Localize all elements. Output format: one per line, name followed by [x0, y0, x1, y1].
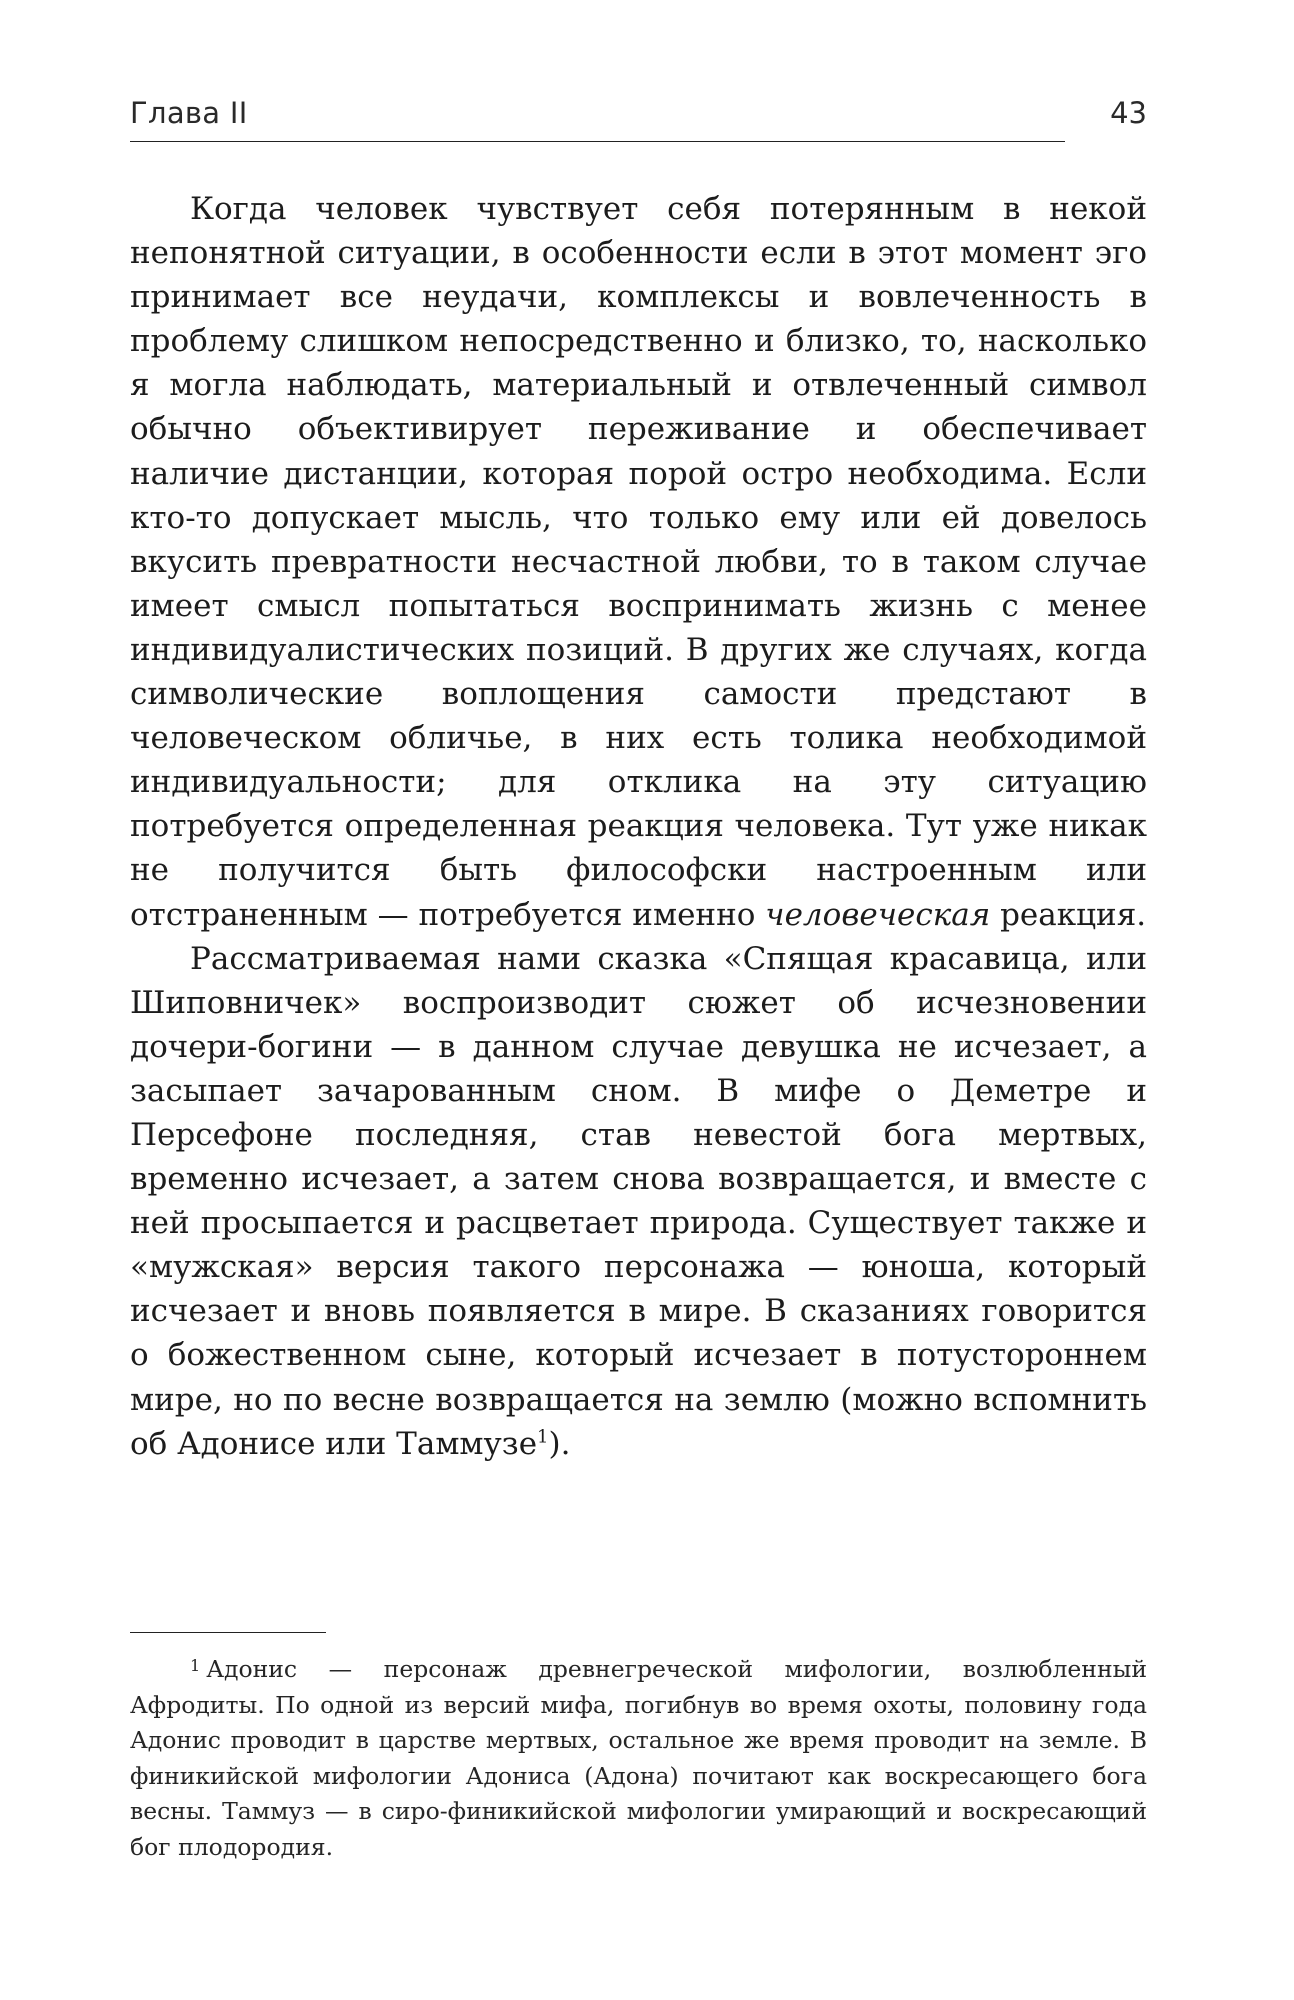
paragraph-1-end: реакция. — [990, 896, 1147, 933]
paragraph-1-text: Когда человек чувствует себя потерянным в некой непонятной ситуации, в особенности если в этот момент эго принимает все неудачи, комплексы и вовлеченность в проблему слишком непосредственно и близко, то, насколько я могла наблюдать, материальный и отвлеченный символ обычно объективирует переживание и обеспечивает наличие дистанции, которая порой остро необходима. Если кто-то допускает мысль, что только ему или ей довелось вкусить превратности несчастной любви, то в таком случае имеет смысл попытаться воспринимать жизнь с менее индивидуалистических позиций. В других же случаях, когда символические воплощения самости предстают в человеческом обличье, в них есть толика необходимой индивидуальности; для отклика на эту ситуацию потребуется определенная реакция человека. Тут уже никак не получится быть философски настроенным или отстраненным — потребуется именно — [130, 191, 1147, 933]
paragraph-1 — [130, 187, 1147, 937]
header-divider — [130, 141, 1065, 142]
footnote-mark: 1 — [190, 1656, 201, 1675]
page-number: 43 — [1110, 96, 1147, 130]
footnote-divider — [130, 1632, 326, 1633]
running-header — [130, 96, 1147, 136]
footnote — [130, 1652, 1147, 1865]
footnote-paragraph — [130, 1652, 1147, 1865]
main-text — [130, 187, 1147, 1466]
paragraph-2-text: Рассматриваемая нами сказка «Спящая красавица, или Шиповничек» воспроизводит сюжет об исчезновении дочери-богини — в данном случае девушка не исчезает, а засыпает зачарованным сном. В мифе о Деметре и Персефоне последняя, став невестой бога мертвых, временно исчезает, а затем снова возвращается, и вместе с ней просыпается и расцветает природа. Существует также и «мужская» версия такого персонажа — юноша, который исчезает и вновь появляется в мире. В сказаниях говорится о божественном сыне, который исчезает в потустороннем мире, но по весне возвращается на землю (можно вспомнить об Адонисе или Таммузе — [130, 940, 1147, 1462]
paragraph-2 — [130, 937, 1147, 1466]
footnote-reference[interactable]: 1 — [537, 1426, 549, 1448]
chapter-title: Глава II — [130, 96, 248, 130]
footnote-text: Адонис — персонаж древнегреческой мифологии, возлюбленный Афродиты. По одной из версий мифа, погибнув во время охоты, половину года Адонис проводит в царстве мертвых, остальное же время проводит на земле. В финикийской мифологии Адониса (Адона) почитают как воскресающего бога весны. Таммуз — в сиро-финикийской мифологии умирающий и воскресающий бог плодородия. — [130, 1655, 1147, 1861]
paragraph-2-end: ). — [548, 1425, 571, 1462]
paragraph-1-italic: человеческая — [765, 896, 991, 933]
